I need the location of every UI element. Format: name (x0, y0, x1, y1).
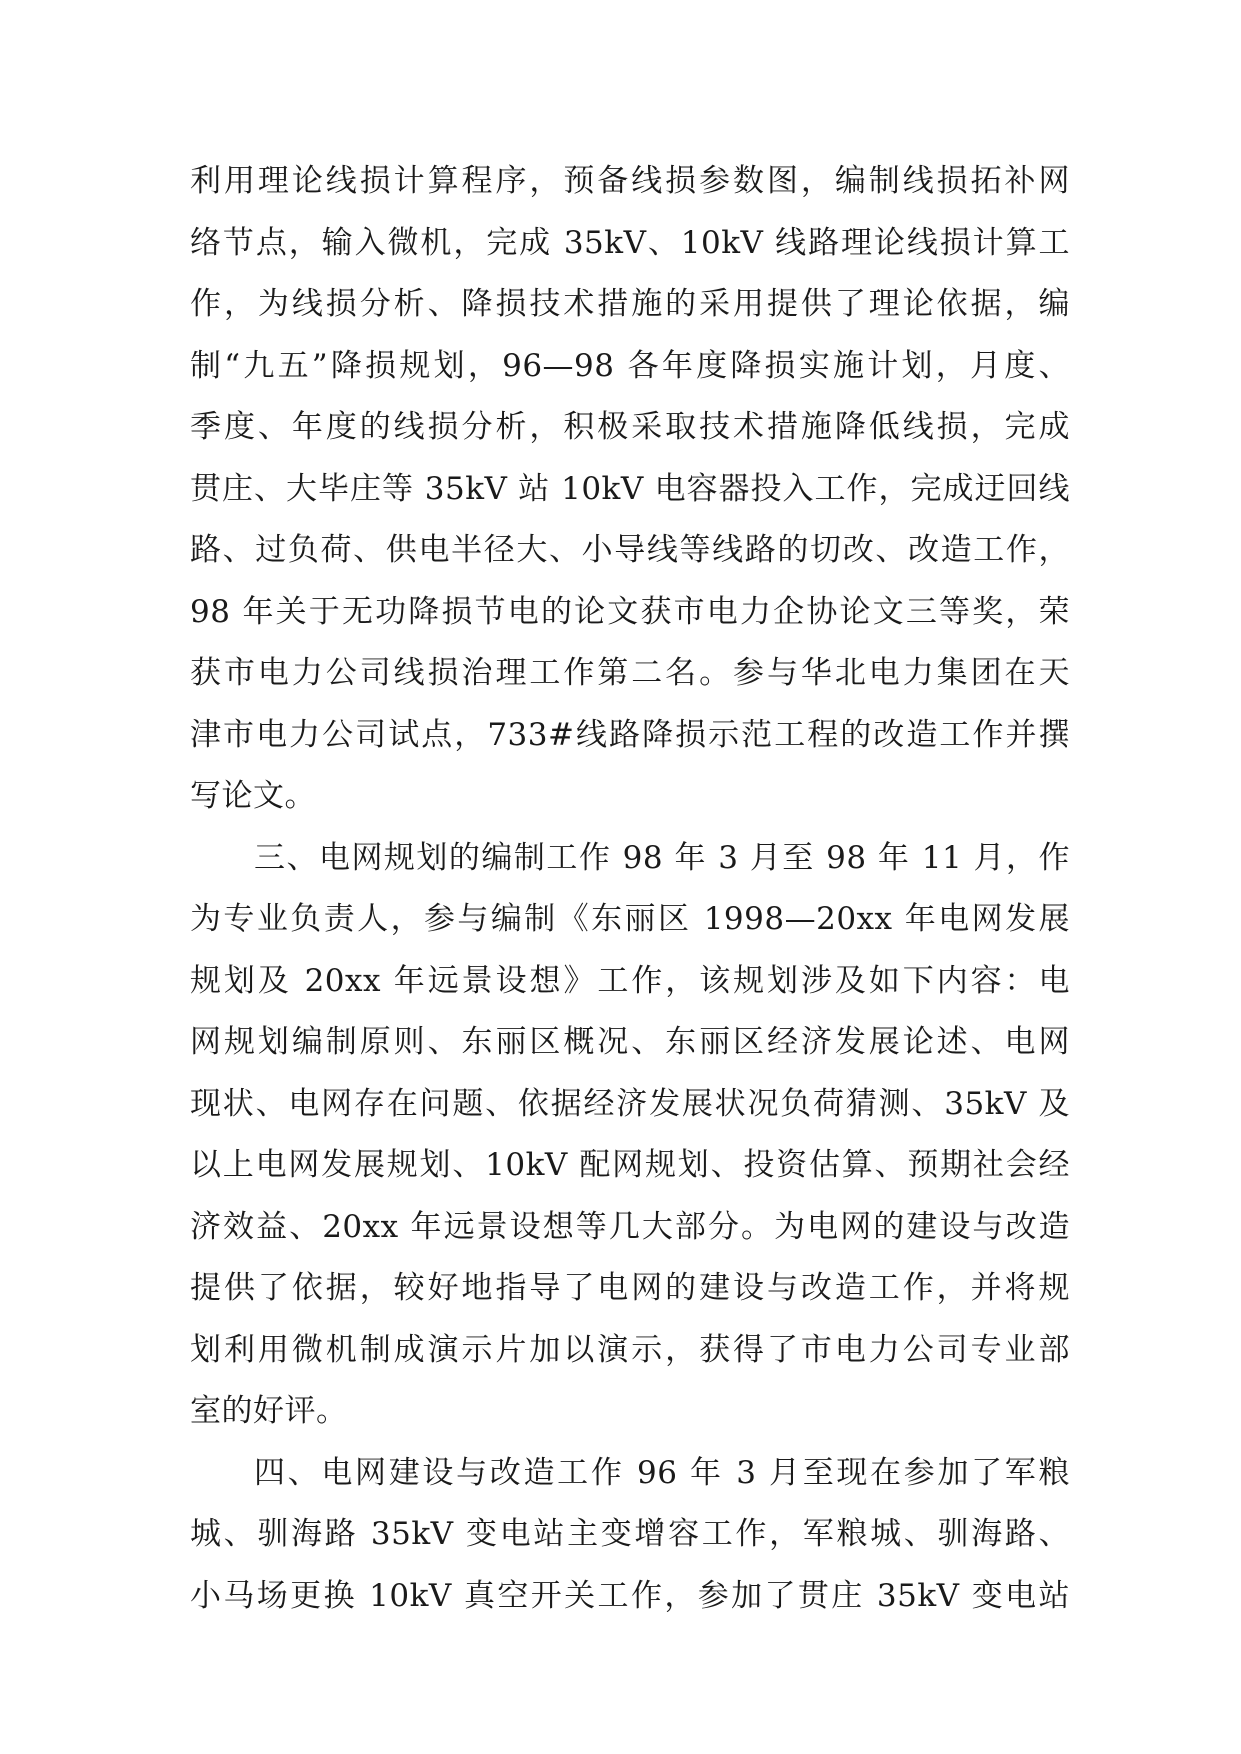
text-line: 获市电力公司线损治理工作第二名。参与华北电力集团在天 (190, 655, 1070, 691)
text-line: 划利用微机制成演示片加以演示，获得了市电力公司专业部 (190, 1331, 1070, 1368)
section-heading-line: 四、电网建设与改造工作 96 年 3 月至现在参加了军粮 (254, 1454, 1070, 1491)
section-heading-line: 三、电网规划的编制工作 98 年 3 月至 98 年 11 月，作 (254, 839, 1070, 876)
text-line: 写论文。 (190, 778, 316, 814)
text-line: 为专业负责人，参与编制《东丽区 1998—20xx 年电网发展 (190, 901, 1070, 937)
text-line: 以上电网发展规划、10kV 配网规划、投资估算、预期社会经 (190, 1147, 1070, 1183)
document-body (190, 151, 1070, 1627)
text-line: 作，为线损分析、降损技术措施的采用提供了理论依据，编 (190, 286, 1070, 322)
text-line: 季度、年度的线损分析，积极采取技术措施降低线损，完成 (190, 409, 1070, 445)
text-line: 利用理论线损计算程序，预备线损参数图，编制线损拓补网 (190, 163, 1070, 199)
text-line: 济效益、20xx 年远景设想等几大部分。为电网的建设与改造 (190, 1208, 1070, 1245)
text-line: 路、过负荷、供电半径大、小导线等线路的切改、改造工作， (190, 532, 1070, 568)
text-line: 小马场更换 10kV 真空开关工作，参加了贯庄 35kV 变电站 (190, 1577, 1070, 1614)
text-line: 提供了依据，较好地指导了电网的建设与改造工作，并将规 (190, 1270, 1070, 1306)
text-line: 津市电力公司试点，733#线路降损示范工程的改造工作并撰 (190, 716, 1070, 753)
text-line: 络节点，输入微机，完成 35kV、10kV 线路理论线损计算工 (190, 224, 1070, 261)
text-line: 城、驯海路 35kV 变电站主变增容工作，军粮城、驯海路、 (190, 1516, 1070, 1552)
text-line: 网规划编制原则、东丽区概况、东丽区经济发展论述、电网 (190, 1024, 1070, 1060)
text-line: 规划及 20xx 年远景设想》工作，该规划涉及如下内容：电 (190, 962, 1070, 999)
text-line: 现状、电网存在问题、依据经济发展状况负荷猜测、35kV 及 (190, 1085, 1070, 1122)
text-line: 室的好评。 (190, 1393, 348, 1429)
text-line: 98 年关于无功降损节电的论文获市电力企协论文三等奖，荣 (190, 593, 1070, 630)
text-line: 贯庄、大毕庄等 35kV 站 10kV 电容器投入工作，完成迂回线 (190, 470, 1070, 507)
text-line: 制“九五”降损规划，96—98 各年度降损实施计划，月度、 (190, 347, 1070, 384)
